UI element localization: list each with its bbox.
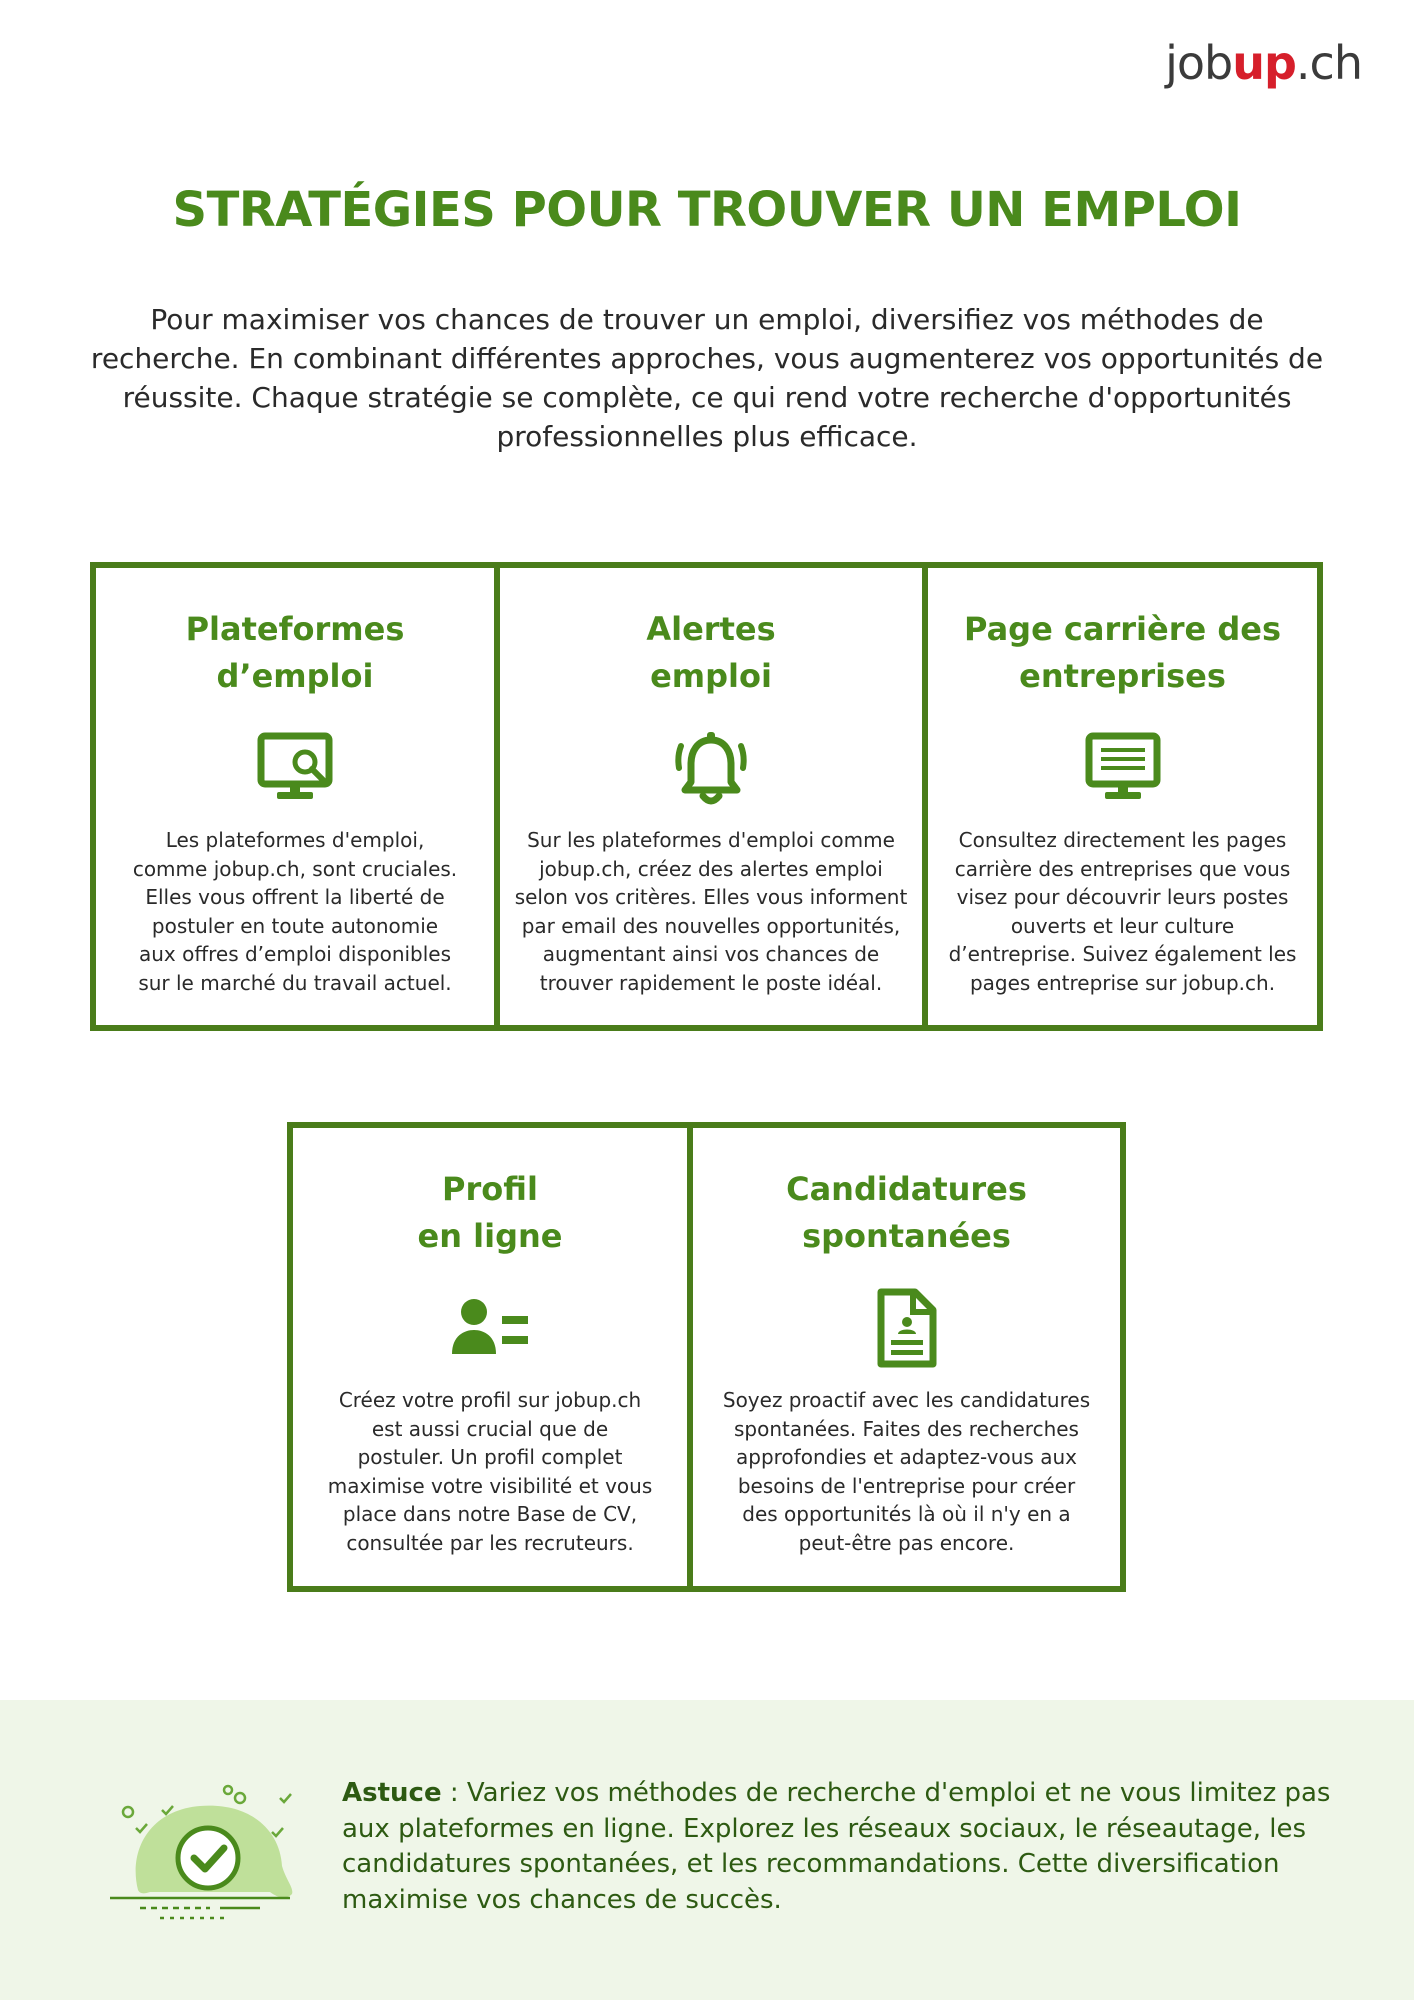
tip-section: [0, 1700, 1414, 2000]
logo-part-up: up: [1232, 36, 1296, 90]
tip-body: : Variez vos méthodes de recherche d'emploi et ne vous limitez pas aux plateformes en ligne. Explorez les réseaux sociaux, le réseautage, les candidatures spontanées, et les recommandations. Cette diversification maximise vos chances de succès.: [342, 1778, 1331, 1915]
jobup-logo: [1165, 36, 1362, 90]
strategy-description: [303, 1386, 677, 1558]
strategies-grid-bottom: [287, 1122, 1126, 1592]
strategy-card-alertes: [500, 568, 928, 1025]
strategy-description: [510, 826, 912, 998]
strategy-card-page-carriere: [928, 568, 1317, 1025]
text-line: carrière des entreprises que vous: [954, 856, 1291, 881]
text-line: approfondies et adaptez-vous aux: [736, 1445, 1077, 1470]
intro-paragraph: Pour maximiser vos chances de trouver un emploi, diversifiez vos méthodes de recherche. En combinant différentes approches, vous augmenterez vos opportunités de réussite. Chaque stratégie se complète, ce qui rend votre recherche d'opportunités professionnelles plus efficace.: [90, 303, 1324, 453]
strategy-title: [303, 1166, 677, 1260]
text-line: peut-être pas encore.: [798, 1530, 1015, 1555]
strategies-grid-top: [90, 562, 1323, 1031]
tip-keyword: Astuce: [342, 1778, 442, 1808]
text-line: par email des nouvelles opportunités,: [521, 913, 901, 938]
strategy-description: [106, 826, 484, 998]
text-line: Soyez proactif avec les candidatures: [722, 1388, 1091, 1412]
text-line: comme jobup.ch, sont cruciales.: [132, 856, 458, 881]
strategy-title-line: Plateformes: [185, 610, 405, 648]
strategy-title-line: spontanées: [802, 1217, 1011, 1255]
text-line: est aussi crucial que de: [371, 1416, 609, 1441]
text-line: Elles vous offrent la liberté de: [145, 885, 445, 910]
text-line: ouverts et leur culture: [1010, 913, 1235, 938]
text-line: pages entreprise sur jobup.ch.: [969, 970, 1276, 995]
strategy-title-line: en ligne: [417, 1217, 563, 1255]
text-line: place dans notre Base de CV,: [342, 1502, 638, 1527]
strategy-description: [703, 1386, 1110, 1558]
text-line: Créez votre profil sur jobup.ch: [338, 1388, 642, 1412]
text-line: augmentant ainsi vos chances de: [542, 942, 880, 967]
strategy-title: [106, 606, 484, 700]
text-line: maximise votre visibilité et vous: [327, 1473, 653, 1498]
profile-card-icon: [450, 1288, 530, 1368]
tip-text: [342, 1776, 1342, 1918]
strategy-title-line: emploi: [650, 657, 772, 695]
text-line: Sur les plateformes d'emploi comme: [527, 828, 895, 852]
text-line: selon vos critères. Elles vous informent: [514, 885, 908, 910]
text-line: des opportunités là où il n'y en a: [742, 1502, 1071, 1527]
text-line: jobup.ch, créez des alertes emploi: [539, 856, 883, 881]
page-title: STRATÉGIES POUR TROUVER UN EMPLOI: [172, 182, 1242, 238]
strategy-title-line: Profil: [442, 1170, 538, 1208]
strategy-title-line: Candidatures: [786, 1170, 1027, 1208]
text-line: aux offres d’emploi disponibles: [138, 942, 452, 967]
strategy-title: [703, 1166, 1110, 1260]
strategy-title: [938, 606, 1307, 700]
strategy-card-plateformes: [96, 568, 500, 1025]
strategy-title-line: d’emploi: [216, 657, 374, 695]
monitor-list-icon: [1083, 728, 1163, 808]
logo-part-job: job: [1165, 36, 1233, 90]
strategy-description: [938, 826, 1307, 998]
strategy-title-line: Page carrière des: [963, 610, 1281, 648]
strategy-title-line: Alertes: [646, 610, 776, 648]
text-line: d’entreprise. Suivez également les: [948, 942, 1297, 967]
strategy-title: [510, 606, 912, 700]
text-line: postuler en toute autonomie: [151, 913, 439, 938]
success-check-illustration-icon: [110, 1770, 310, 1930]
text-line: sur le marché du travail actuel.: [138, 970, 452, 995]
strategy-card-profil: [293, 1128, 693, 1586]
logo-part-ch: .ch: [1295, 36, 1362, 90]
text-line: consultée par les recruteurs.: [346, 1530, 634, 1555]
text-line: Les plateformes d'emploi,: [165, 828, 425, 852]
monitor-search-icon: [255, 728, 335, 808]
text-line: trouver rapidement le poste idéal.: [539, 970, 883, 995]
strategy-card-candidatures: [693, 1128, 1120, 1586]
document-icon: [867, 1288, 947, 1368]
strategy-title-line: entreprises: [1019, 657, 1226, 695]
text-line: postuler. Un profil complet: [357, 1445, 623, 1470]
text-line: spontanées. Faites des recherches: [734, 1416, 1079, 1441]
text-line: visez pour découvrir leurs postes: [956, 885, 1289, 910]
bell-icon: [671, 728, 751, 808]
text-line: besoins de l'entreprise pour créer: [737, 1473, 1076, 1498]
text-line: Consultez directement les pages: [958, 828, 1287, 852]
